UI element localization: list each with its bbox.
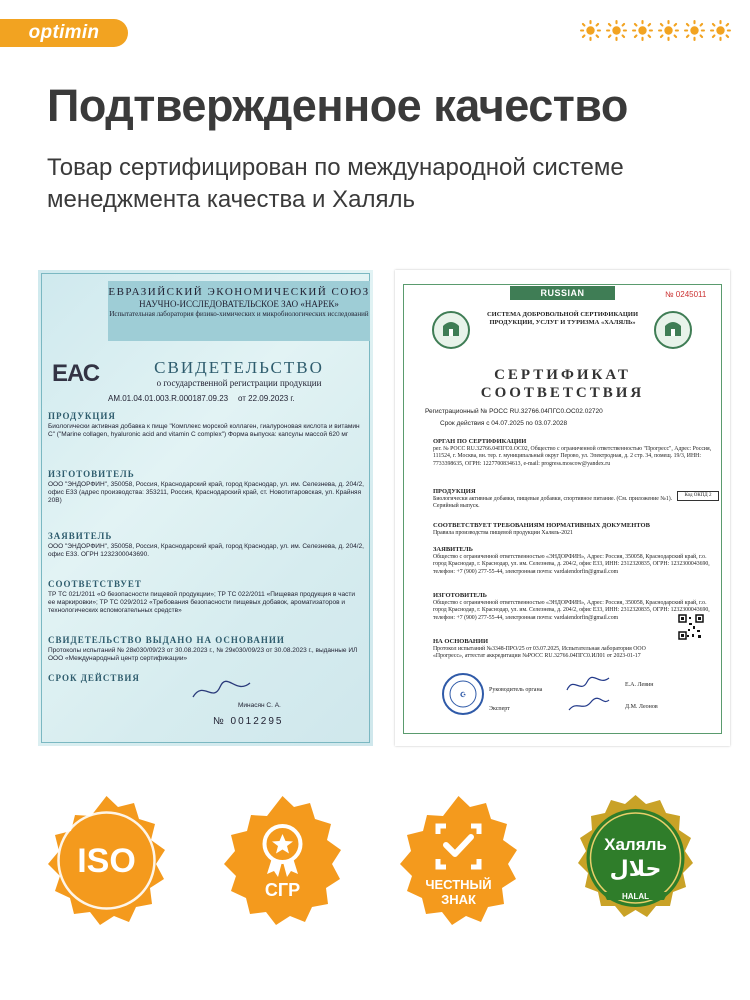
certificate-institute: НАУЧНО-ИССЛЕДОВАТЕЛЬСКОЕ ЗАО «НАРЕК» bbox=[139, 299, 339, 309]
date-label: от bbox=[238, 394, 246, 403]
basis-section bbox=[48, 636, 364, 663]
product-section bbox=[48, 412, 364, 439]
product-heading: ПРОДУКЦИЯ bbox=[48, 411, 116, 421]
manufacturer-heading: ИЗГОТОВИТЕЛЬ bbox=[48, 469, 135, 479]
head-label: Руководитель органа bbox=[489, 687, 543, 693]
manufacturer-section bbox=[48, 470, 364, 505]
head-name: Е.А. Левин bbox=[625, 682, 654, 688]
progress-stamp-icon bbox=[441, 672, 485, 716]
term-heading: СРОК ДЕЙСТВИЯ bbox=[48, 673, 140, 683]
halal-certificate bbox=[395, 270, 730, 746]
halal-basis-section bbox=[433, 638, 673, 661]
halal-basis-text: Протокол испытаний №3348-ПРО/25 от 03.07.2025, Испытательная лаборатория ООО «Прогресс», аттестат аккредитации №РОСС RU.32766.04ПГС0.ИЛ01 от 2023-01-17 bbox=[433, 645, 646, 659]
check-square-icon bbox=[390, 792, 527, 929]
halal-applicant-text: Общество с ограниченной ответственностью «ЭНДОРФИН», Адрес: Россия, 350058, Краснодарский край, г.о. город Краснодар, г. Краснодар, ул. им. Селезнева, д. 204/2, офис Е33, ИНН: 2312320835, ОГРН: 1232300043690, телефон: +7 (900) 277-55-44, электронная почта: vardaiendorfin@gmail.com bbox=[433, 553, 710, 575]
halal-product-text: Биологически активные добавки, пищевые добавки, спортивное питание. (См. приложение №1). Серийный выпуск. bbox=[433, 495, 673, 509]
organ-heading: ОРГАН ПО СЕРТИФИКАЦИИ bbox=[433, 438, 527, 445]
sun-icon bbox=[658, 20, 679, 41]
applicant-section bbox=[48, 532, 364, 559]
certificate-union: ЕВРАЗИЙСКИЙ ЭКОНОМИЧЕСКИЙ СОЮЗ bbox=[108, 286, 370, 298]
validity-period: Срок действия с 04.07.2025 по 03.07.2028 bbox=[440, 420, 568, 427]
halal-product-heading: ПРОДУКЦИЯ bbox=[433, 488, 476, 495]
badge-label: ISO bbox=[77, 842, 136, 880]
iso-badge bbox=[38, 792, 175, 929]
badge-label-arabic: حلال bbox=[609, 857, 662, 882]
conformity-text: ТР ТС 021/2011 «О безопасности пищевой продукции»; ТР ТС 022/2011 «Пищевая продукция в части ее маркировки»; ТР ТС 029/2012 «Требования безопасности пищевых добавок, ароматизаторов и технологических вспомогательных средств» bbox=[48, 591, 356, 614]
qr-code-icon bbox=[678, 614, 704, 640]
decorative-suns bbox=[580, 20, 731, 41]
page-subtitle: Товар сертифицирован по международной системе менеджмента качества и Халяль bbox=[47, 154, 624, 213]
badge-label: СГР bbox=[264, 880, 301, 900]
badge-label-line2: ЗНАК bbox=[441, 892, 476, 907]
requirements-text: Правила производства пищевой продукции Халяль-2021 bbox=[433, 529, 573, 536]
sgr-badge bbox=[214, 792, 351, 929]
certificate-header bbox=[108, 281, 370, 341]
organ-section bbox=[433, 438, 716, 468]
iso-icon bbox=[38, 792, 175, 929]
product-text: Биологически активная добавка к пище "Комплекс морской коллаген, гиалуроновая кислота и витамин С" ("Marine collagen, hyaluronic acid and vitamin C complex") Форма выпуска: капсулы массой 620 мг bbox=[48, 423, 360, 438]
halal-applicant-heading: ЗАЯВИТЕЛЬ bbox=[433, 546, 473, 553]
certificate-subtitle: о государственной регистрации продукции bbox=[156, 378, 322, 388]
applicant-heading: ЗАЯВИТЕЛЬ bbox=[48, 531, 113, 541]
sun-icon bbox=[684, 20, 705, 41]
federation-banner: RUSSIAN FEDERATION bbox=[510, 286, 615, 300]
halal-seal-icon bbox=[567, 792, 704, 929]
halal-cert-title: СЕРТИФИКАТ СООТВЕТСТВИЯ bbox=[480, 367, 645, 401]
sun-icon bbox=[632, 20, 653, 41]
certificate-lab: Испытательная лаборатория физико-химических и микробиологических исследований bbox=[109, 310, 369, 318]
halal-badge bbox=[567, 792, 704, 929]
certificate-date bbox=[238, 394, 295, 403]
badge-star-icon bbox=[214, 792, 351, 929]
halal-manufacturer-section bbox=[433, 592, 716, 622]
requirements-heading: СООТВЕТСТВУЕТ ТРЕБОВАНИЯМ НОРМАТИВНЫХ ДОКУМЕНТОВ bbox=[433, 522, 650, 529]
sun-icon bbox=[710, 20, 731, 41]
halal-applicant-section bbox=[433, 546, 716, 576]
date-value: 22.09.2023 г. bbox=[248, 394, 295, 403]
halal-manufacturer-text: Общество с ограниченной ответственностью «ЭНДОРФИН», Адрес: Россия, 350058, Краснодарский край, г.о. город Краснодар, г. Краснодар, ул. им. Селезнева, д. 204/2, офис Е33, ИНН: 2312320835, ОГРН: 1232300043690, телефон: +7 (900) 277-55-44, электронная почта: vardaiendorfin@gmail.com bbox=[433, 599, 710, 621]
badge-label-latin: HALAL bbox=[621, 892, 650, 901]
expert-label: Эксперт bbox=[489, 706, 510, 712]
halal-emblem-icon bbox=[653, 310, 693, 350]
eac-certificate bbox=[38, 270, 373, 746]
conformity-section bbox=[48, 580, 364, 615]
requirements-section bbox=[433, 522, 716, 537]
chestny-znak-badge bbox=[390, 792, 527, 929]
halal-manufacturer-heading: ИЗГОТОВИТЕЛЬ bbox=[433, 592, 487, 599]
certificate-serial: № 0012295 bbox=[213, 716, 284, 727]
halal-basis-heading: НА ОСНОВАНИИ bbox=[433, 638, 489, 645]
expert-name: Д.М. Леонов bbox=[625, 704, 658, 710]
certificate-title: СВИДЕТЕЛЬСТВО bbox=[154, 358, 324, 377]
signer-name: Минасян С. А. bbox=[238, 702, 281, 709]
halal-emblem-icon bbox=[431, 310, 471, 350]
brand-logo-text: optimin bbox=[28, 22, 100, 43]
badge-label-line1: ЧЕСТНЫЙ bbox=[425, 877, 492, 892]
sun-icon bbox=[606, 20, 627, 41]
registration-number: Регистрационный № РОСС RU.32766.04ПГС0.ОС02.02720 bbox=[425, 408, 603, 415]
sun-icon bbox=[580, 20, 601, 41]
signature-icon bbox=[563, 672, 613, 716]
basis-text: Протоколы испытаний № 28к030/09/23 от 30.08.2023 г., № 29к030/09/23 от 30.08.2023 г., выданные ИЛ ООО «Международный центр сертификации» bbox=[48, 647, 358, 662]
manufacturer-text: ООО "ЭНДОРФИН", 350058, Россия, Краснодарский край, город Краснодар, ул. им. Селезнева, д. 204/2, офис Е33 (адрес производства: 353211, Россия, Краснодарский край, ст. Новотитаровская, ул. Крайняя 20В) bbox=[48, 481, 364, 504]
conformity-heading: СООТВЕТСТВУЕТ bbox=[48, 579, 142, 589]
badge-label: Халяль bbox=[604, 835, 667, 854]
eac-mark-icon: ЕАС bbox=[52, 360, 100, 387]
basis-heading: СВИДЕТЕЛЬСТВО ВЫДАНО НА ОСНОВАНИИ bbox=[48, 635, 285, 645]
applicant-text: ООО "ЭНДОРФИН", 350058, Россия, Краснодарский край, город Краснодар, ул. им. Селезнева, д. 204/2, офис Е33. ОГРН 1232300043690. bbox=[48, 543, 364, 558]
certification-system: СИСТЕМА ДОБРОВОЛЬНОЙ СЕРТИФИКАЦИИ ПРОДУКЦИИ, УСЛУГ И ТУРИЗМА «ХАЛЯЛЬ» bbox=[486, 311, 639, 326]
certificate-number: АМ.01.04.01.003.R.000187.09.23 bbox=[108, 394, 229, 403]
svg-text:☪: ☪ bbox=[459, 692, 467, 699]
organ-text: рег. № РОСС RU.32766.04ПГС0.ОС02, Общество с ограниченной ответственностью "Прогресс", Адрес: Россия, 111524, г. Москва, вн. тер. г. муниципальный округ Перово, ул. Электродная, д. 2 стр. 34, помещ. 19/3, ИНН: 7733398635, ОГРН: 1227700834613, e-mail: progress.moscow@yandex.ru bbox=[433, 445, 712, 467]
halal-cert-number: № 0245011 bbox=[665, 290, 707, 299]
brand-logo bbox=[0, 19, 128, 47]
halal-product-section bbox=[433, 488, 673, 511]
page-title: Подтвержденное качество bbox=[47, 80, 628, 131]
signature-icon bbox=[188, 675, 258, 705]
okpd-code: Код ОКПД 2 bbox=[677, 491, 719, 501]
